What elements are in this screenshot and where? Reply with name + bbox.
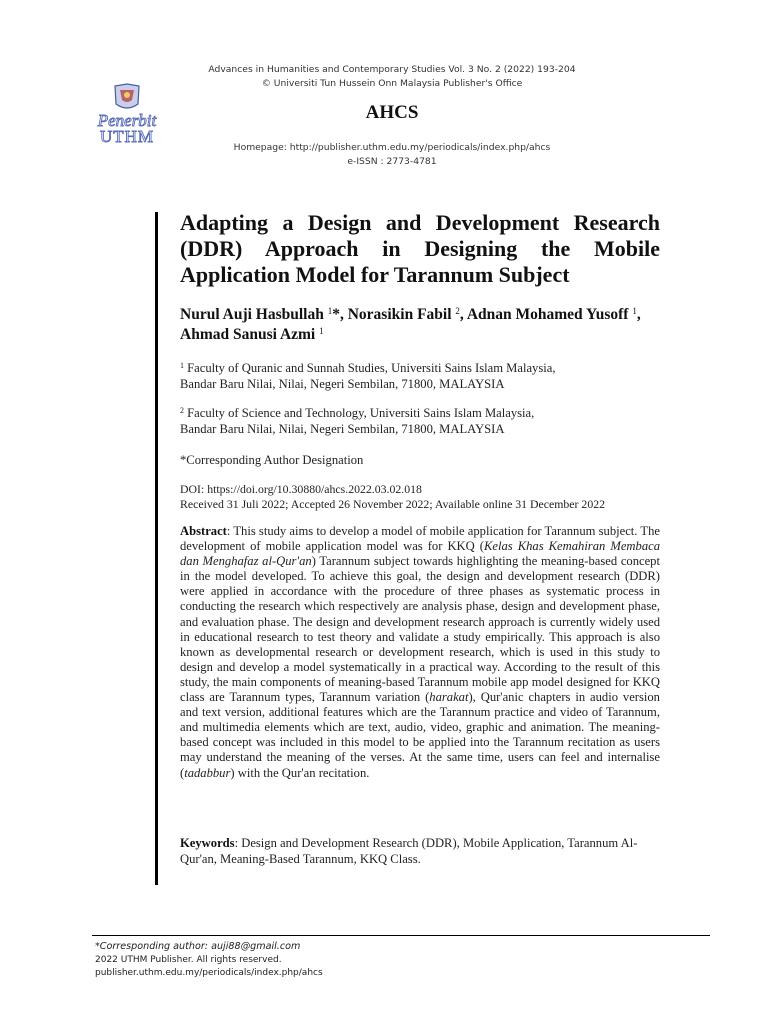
- abstract-text: ) Tarannum subject towards highlighting the meaning-based concept in the model developed. To achieve this goal, the design and development research (DDR) were applied in accordance with the procedure of three phases as systematic process in conducting the research which respectively are analysis phase, design and development phase, and evaluation phase. The design and development research approach is currently widely used in educational research to test theory and validate a study empirically. This approach is also known as developmental research or development research, which is used in this study to design and develop a model systematically in a practical way. According to the result of this study, the main components of meaning-based Tarannum mobile app model designed for KKQ class are Tarannum types, Tarannum variation (: [180, 554, 660, 705]
- affiliation-line: Faculty of Quranic and Sunnah Studies, Universiti Sains Islam Malaysia,: [187, 361, 556, 375]
- logo-text-uthm: UTHM: [99, 127, 155, 146]
- affiliation-line: Bandar Baru Nilai, Nilai, Negeri Sembilan, 71800, MALAYSIA: [180, 422, 505, 436]
- abstract-text: ), Qur'anic chapters in audio version and text version, additional features which are the Tarannum practice and video of Tarannum, and multimedia elements which are text, audio, video, graphic and animation. The meaning-based concept was included in this model to be applied into the Tarannum recitation as users may understand the meaning of the verses. At the same time, users can feel and internalise (: [180, 690, 660, 780]
- eissn-line: e-ISSN : 2773-4781: [347, 156, 437, 167]
- author-affiliation-marker: 1: [327, 306, 333, 316]
- author-name: Adnan Mohamed Yusoff: [466, 306, 629, 323]
- abstract: [180, 524, 660, 781]
- abstract-text: ) with the Qur'an recitation.: [230, 765, 370, 780]
- journal-citation-line: Advances in Humanities and Contemporary Studies Vol. 3 No. 2 (2022) 193-204: [208, 64, 576, 75]
- keywords-text: : Design and Development Research (DDR), Mobile Application, Tarannum Al-Qur'an, Meaning-Based Tarannum, KKQ Class.: [180, 836, 638, 866]
- affiliation-2: [180, 405, 660, 437]
- author-affiliation-marker: 1: [632, 306, 637, 316]
- affiliation-marker: 2: [180, 406, 184, 415]
- abstract-body: [180, 524, 660, 780]
- copyright-line: © Universiti Tun Hussein Onn Malaysia Publisher's Office: [261, 78, 523, 89]
- journal-homepage[interactable]: Homepage: http://publisher.uthm.edu.my/periodicals/index.php/ahcs: [233, 142, 551, 153]
- publication-dates: Received 31 Juli 2022; Accepted 26 November 2022; Available online 31 December 2022: [180, 497, 606, 511]
- author-list: [180, 305, 660, 345]
- author-name: Ahmad Sanusi Azmi: [180, 326, 316, 343]
- author-separator: ,: [636, 306, 641, 323]
- abstract-text: : This study aims to develop a model of mobile application for Tarannum subject. The development of mobile application model was for KKQ (: [180, 524, 660, 554]
- corresponding-author-email: *Corresponding author: auji88@gmail.com: [95, 941, 301, 952]
- title-accent-bar: [155, 212, 158, 885]
- journal-abbreviation: AHCS: [365, 102, 419, 123]
- logo-emblem: [115, 84, 139, 108]
- penerbit-uthm-logo: [82, 82, 172, 148]
- logo-text-penerbit: Penerbit: [97, 111, 157, 130]
- keywords-label: Keywords: [180, 836, 235, 850]
- author-name: Norasikin Fabil: [347, 306, 452, 323]
- affiliation-line: Faculty of Science and Technology, Universiti Sains Islam Malaysia,: [187, 406, 535, 420]
- publisher-url[interactable]: publisher.uthm.edu.my/periodicals/index.php/ahcs: [95, 968, 323, 978]
- rights-statement: 2022 UTHM Publisher. All rights reserved.: [95, 955, 282, 965]
- corresponding-designation: *Corresponding Author Designation: [180, 453, 364, 467]
- abstract-italic-term: tadabbur: [184, 765, 231, 780]
- affiliation-marker: 1: [180, 361, 184, 370]
- author-affiliation-marker: 1: [319, 326, 324, 336]
- affiliation-line: Bandar Baru Nilai, Nilai, Negeri Sembilan, 71800, MALAYSIA: [180, 377, 505, 391]
- author-separator: ,: [339, 306, 348, 323]
- author-name: Nurul Auji Hasbullah: [180, 306, 324, 323]
- keywords: [180, 836, 660, 867]
- author-affiliation-marker: 2: [455, 306, 460, 316]
- paper-title: Adapting a Design and Development Research (DDR) Approach in Designing the Mobile Application Model for Tarannum Subject: [180, 210, 660, 287]
- abstract-italic-term: harakat: [429, 690, 469, 705]
- footer-rule: [92, 935, 710, 936]
- abstract-label: Abstract: [180, 524, 227, 538]
- affiliation-1: [180, 360, 660, 392]
- author-separator: ,: [459, 306, 467, 323]
- abstract-italic-term: Kelas Khas Kemahiran Membaca dan Menghafaz al-Qur'an: [180, 539, 660, 569]
- doi-link[interactable]: DOI: https://doi.org/10.30880/ahcs.2022.03.02.018: [180, 482, 422, 496]
- corresponding-mark: *: [332, 306, 340, 323]
